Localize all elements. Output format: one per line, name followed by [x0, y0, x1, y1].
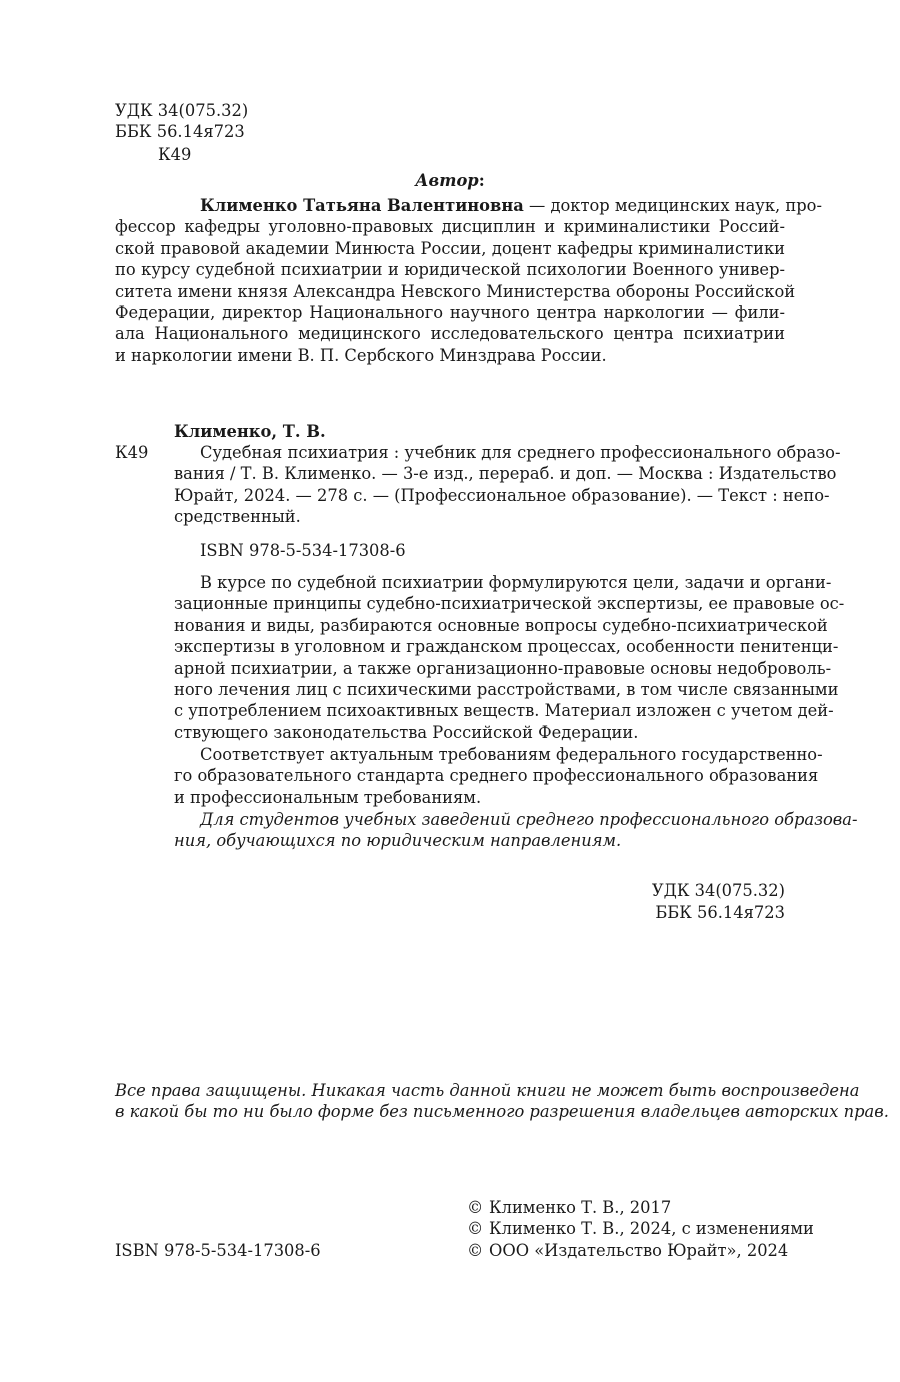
author-line-6: Федерации, директор Национального научного центра наркологии — фили- [115, 303, 785, 323]
bbk-label: ББК [115, 122, 152, 141]
catalog-heading-author: Клименко, Т. В. [174, 422, 326, 441]
author-line-7: ала Национального медицинского исследовательского центра психиатрии [115, 324, 785, 344]
footer-isbn: ISBN 978-5-534-17308-6 [115, 1241, 321, 1260]
author-heading-colon: : [478, 171, 485, 190]
author-line-4: по курсу судебной психиатрии и юридической психологии Военного универ- [115, 260, 785, 280]
catalog-mark: К49 [115, 443, 149, 462]
author-mark-top: К49 [158, 145, 192, 164]
author-line-3: ской правовой академии Минюста России, доцент кафедры криминалистики [115, 238, 785, 258]
copyright-line: © Клименко Т. В., 2024, с изменениями [467, 1219, 814, 1239]
rights-notice: Все права защищены. Никакая часть данной книги не может быть воспроизведена в какой бы то ни было форме без письменного разрешения владельцев авторских прав. [115, 1081, 889, 1122]
author-info [115, 195, 822, 366]
catalog-line-3: Юрайт, 2024. — 278 с. — (Профессиональное образование). — Текст : непо- [174, 485, 830, 505]
author-name: Клименко Татьяна Валентиновна [200, 196, 524, 215]
author-line-2: фессор кафедры уголовно-правовых дисциплин и криминалистики Россий- [115, 217, 785, 237]
udk-top [115, 100, 248, 121]
udk-label: УДК [115, 101, 153, 120]
copyright-line: © Клименко Т. В., 2017 [467, 1198, 672, 1217]
annotation-paragraph-2: Соответствует актуальным требованиям федерального государственно- го образовательного стандарта среднего профессионального образования и профессиональным требованиям. [174, 745, 823, 807]
author-line-5: ситета имени князя Александра Невского Министерства обороны Российской [115, 281, 796, 301]
copyright-block [467, 1197, 814, 1261]
catalog-isbn: ISBN 978-5-534-17308-6 [200, 541, 406, 560]
udk-bottom: УДК 34(075.32) [651, 881, 785, 900]
bbk-top [115, 121, 245, 142]
copyright-line: © ООО «Издательство Юрайт», 2024 [467, 1240, 789, 1260]
author-heading [115, 170, 785, 191]
annotation-paragraph-1: В курсе по судебной психиатрии формулируются цели, задачи и органи- зационные принципы судебно-психиатрической экспертизы, ее правовые ос- нования и виды, разбираются основные вопросы судебно-психиатрической экспертизы в уголовном и гражданском процессах, особенности пенитенци- арной психиатрии, а также организационно-правовые основы недоброволь- ного лечения лиц с психическими расстройствами, в том числе связанными с употреблением психоактивных веществ. Материал изложен с учетом дей- ствующего законодательства Российской Федерации. [174, 573, 845, 742]
copyright-symbol: © [467, 1219, 484, 1239]
annotation-audience: Для студентов учебных заведений среднего профессионального образова- ния, обучающихся по юридическим направлениям. [174, 810, 858, 851]
bbk-bottom: ББК 56.14я723 [655, 903, 785, 922]
catalog-line-4: средственный. [174, 507, 301, 527]
catalog-line-2: вания / Т. В. Клименко. — 3-е изд., перераб. и доп. — Москва : Издательство [174, 464, 837, 484]
copyright-symbol: © [467, 1240, 484, 1260]
catalog-description [174, 442, 841, 528]
author-heading-text: Автор [415, 171, 479, 190]
catalog-line-1: Судебная психиатрия : учебник для среднего профессионального образо- [200, 443, 841, 462]
author-line-8: и наркологии имени В. П. Сербского Минздрава России. [115, 345, 607, 365]
author-line-1: Клименко Татьяна Валентиновна — доктор медицинских наук, про- [200, 196, 822, 215]
bbk-value: 56.14я723 [156, 122, 245, 141]
copyright-symbol: © [467, 1198, 484, 1217]
udk-value: 34(075.32) [157, 101, 249, 120]
